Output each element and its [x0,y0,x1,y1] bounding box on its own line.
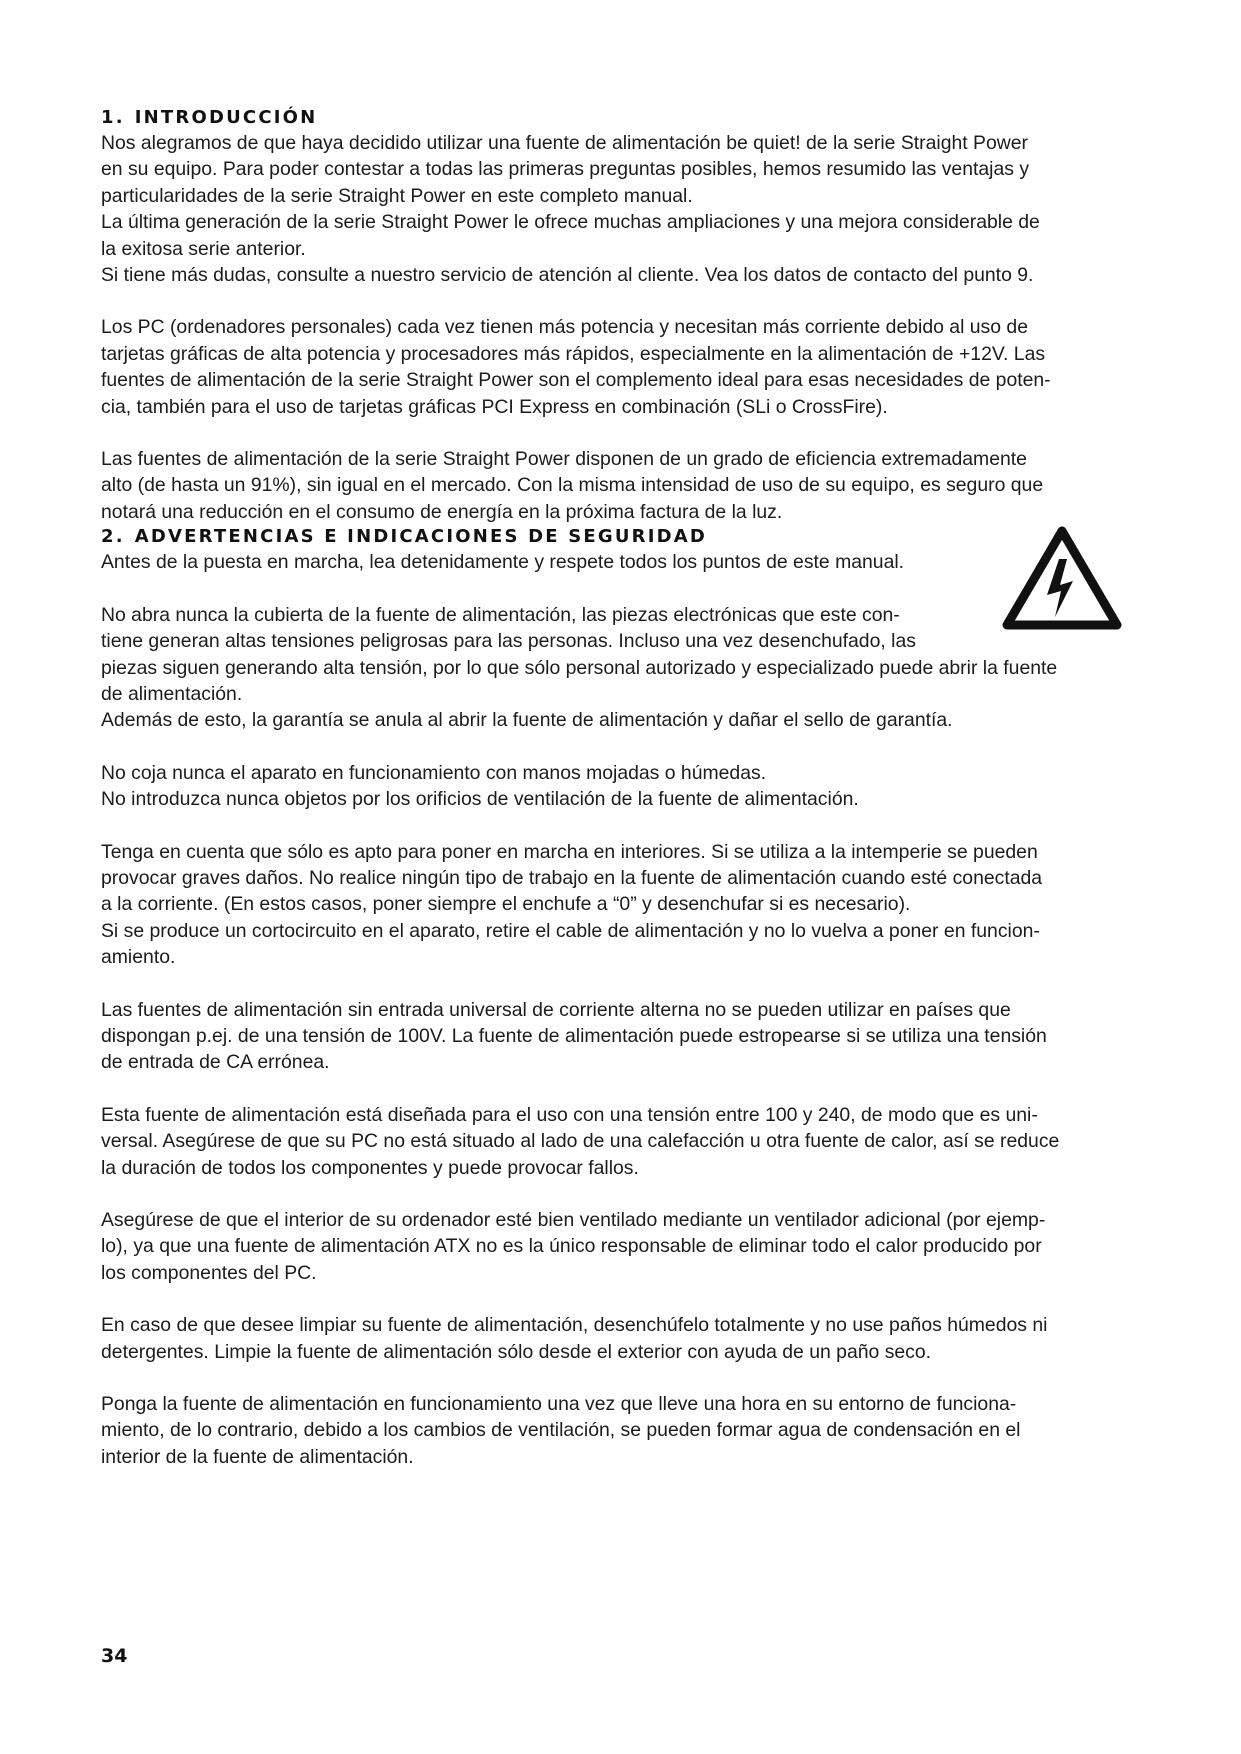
text-line: No coja nunca el aparato en funcionamiento con manos mojadas o húmedas. [101,761,767,784]
text-line: Asegúrese de que el interior de su ordenador esté bien ventilado mediante un ventilador adicional (por ejemp- [101,1209,1046,1231]
paragraph-gap [101,1365,1151,1391]
paragraph-gap [101,813,1151,839]
text-line: amiento. [101,946,176,969]
text-line: la duración de todos los componentes y puede provocar fallos. [101,1156,639,1179]
text-line: en su equipo. Para poder contestar a todas las primeras preguntas posibles, hemos resumido las ventajas y [101,158,1030,181]
text-line: detergentes. Limpie la fuente de alimentación sólo desde el exterior con ayuda de un paño seco. [101,1340,932,1363]
text-line: piezas siguen generando alta tensión, por lo que sólo personal autorizado y especializado puede abrir la fuente [101,656,1058,679]
paragraph [101,446,1151,525]
text-line: tarjetas gráficas de alta potencia y procesadores más rápidos, especialmente en la alimentación de +12V. Las [101,342,1046,365]
paragraph-gap [101,420,1151,446]
paragraph-gap [101,1181,1151,1207]
text-line: En caso de que desee limpiar su fuente de alimentación, desenchúfelo totalmente y no use paños húmedos ni [101,1314,1048,1337]
section-1-heading [101,106,1151,130]
text-line: Ponga la fuente de alimentación en funcionamiento una vez que lleve una hora en su entorno de funciona- [101,1393,1017,1416]
paragraph-gap [101,1076,1151,1102]
text-line: Antes de la puesta en marcha, lea detenidamente y respete todos los puntos de este manual. [101,551,905,574]
text-line: Las fuentes de alimentación sin entrada universal de corriente alterna no se pueden utilizar en países que [101,998,1011,1021]
text-line: tiene generan altas tensiones peligrosas para las personas. Incluso una vez desenchufado, las [101,630,916,653]
section-2-body-wrapper [101,549,1151,1470]
section-1-number: 1. [101,107,125,128]
paragraph [101,760,1151,813]
paragraph [101,1102,1151,1181]
text-line: cia, también para el uso de tarjetas gráficas PCI Express en combinación (SLi o CrossFire). [101,395,888,418]
paragraph-gap [101,576,1151,602]
paragraph [101,997,1151,1076]
paragraph [101,130,1151,288]
paragraph [101,1207,1151,1286]
text-line: dispongan p.ej. de una tensión de 100V. La fuente de alimentación puede estropearse si se utiliza una tensión [101,1024,1047,1047]
text-line: miento, de lo contrario, debido a los cambios de ventilación, se pueden formar agua de condensación en el [101,1419,1021,1442]
text-line: Si tiene más dudas, consulte a nuestro servicio de atención al cliente. Vea los datos de contacto del punto 9. [101,264,1034,287]
section-2-heading [101,525,1151,549]
text-line: Además de esto, la garantía se anula al abrir la fuente de alimentación y dañar el sello de garantía. [101,709,953,732]
paragraph [101,549,1151,575]
text-line: notará una reducción en el consumo de energía en la próxima factura de la luz. [101,500,783,523]
text-line: No abra nunca la cubierta de la fuente de alimentación, las piezas electrónicas que este con- [101,603,900,626]
text-line: alto (de hasta un 91%), sin igual en el mercado. Con la misma intensidad de uso de su equipo, es seguro que [101,474,1044,497]
text-line: fuentes de alimentación de la serie Straight Power son el complemento ideal para esas necesidades de poten- [101,369,1051,392]
section-2-title: ADVERTENCIAS E INDICACIONES DE SEGURIDAD [134,526,708,548]
section-1-title: INTRODUCCIÓN [134,107,318,128]
section-introduccion [101,106,1151,525]
section-2-number: 2. [101,526,125,548]
paragraph [101,314,1151,420]
text-line: Tenga en cuenta que sólo es apto para poner en marcha en interiores. Si se utiliza a la intemperie se pueden [101,840,1038,863]
text-line: particularidades de la serie Straight Power en este completo manual. [101,184,693,207]
paragraph [101,1312,1151,1365]
text-line: interior de la fuente de alimentación. [101,1445,414,1468]
section-1-body [101,130,1151,525]
paragraph-gap [101,971,1151,997]
text-line: No introduzca nunca objetos por los orificios de ventilación de la fuente de alimentación. [101,788,859,811]
section-2-body [101,549,1151,1470]
page-number: 34 [101,1645,128,1667]
text-line: Si se produce un cortocircuito en el aparato, retire el cable de alimentación y no lo vuelva a poner en funcion- [101,919,1040,942]
text-line: Los PC (ordenadores personales) cada vez tienen más potencia y necesitan más corriente debido al uso de [101,316,1028,339]
text-line: lo), ya que una fuente de alimentación ATX no es la único responsable de eliminar todo el calor producido por [101,1235,1042,1258]
text-line: provocar graves daños. No realice ningún tipo de trabajo en la fuente de alimentación cuando esté conectada [101,866,1043,889]
paragraph-gap [101,734,1151,760]
text-line: de entrada de CA errónea. [101,1051,330,1074]
text-line: Esta fuente de alimentación está diseñada para el uso con una tensión entre 100 y 240, de modo que es uni- [101,1103,1038,1126]
paragraph [101,602,1151,734]
paragraph-gap [101,288,1151,314]
text-line: Las fuentes de alimentación de la serie Straight Power disponen de un grado de eficiencia extremadamente [101,448,1027,471]
text-line: La última generación de la serie Straight Power le ofrece muchas ampliaciones y una mejora considerable de [101,211,1040,234]
text-line: versal. Asegúrese de que su PC no está situado al lado de una calefacción u otra fuente de calor, así se reduce [101,1130,1060,1153]
text-line: de alimentación. [101,682,243,705]
section-advertencias [101,525,1151,1470]
paragraph-gap [101,1286,1151,1312]
paragraph [101,839,1151,971]
manual-page [101,106,1151,1470]
text-line: Nos alegramos de que haya decidido utilizar una fuente de alimentación be quiet! de la serie Straight Power [101,132,1029,154]
high-voltage-warning-icon [1001,525,1123,633]
paragraph [101,1391,1151,1470]
text-line: los componentes del PC. [101,1261,317,1284]
text-line: la exitosa serie anterior. [101,237,306,260]
text-line: a la corriente. (En estos casos, poner siempre el enchufe a “0” y desenchufar si es necesario). [101,893,911,916]
